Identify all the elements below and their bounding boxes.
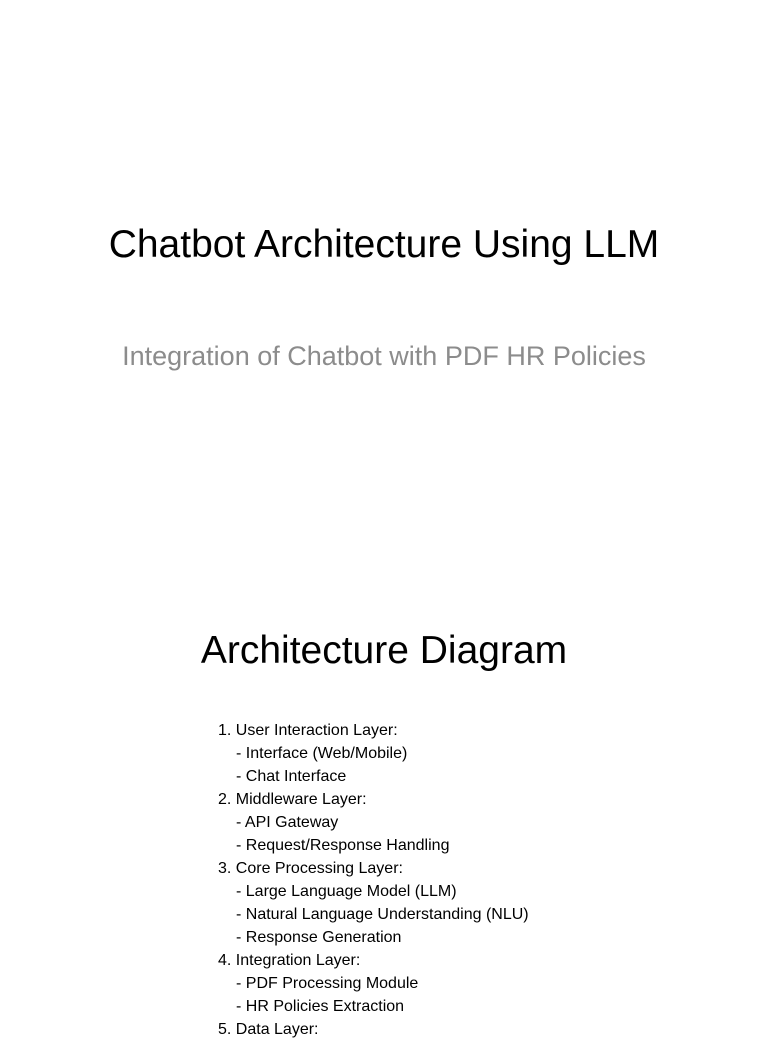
list-subitem: - Chat Interface	[236, 768, 347, 785]
list-subitem: - Response Generation	[236, 929, 402, 946]
list-subitem: - Natural Language Understanding (NLU)	[236, 906, 529, 923]
architecture-list	[218, 719, 698, 1041]
list-item: 2. Middleware Layer:	[218, 791, 367, 808]
list-item: 4. Integration Layer:	[218, 952, 361, 969]
slide-architecture-heading: Architecture Diagram	[200, 629, 568, 672]
list-item: 5. Data Layer:	[218, 1021, 319, 1038]
list-subitem: - API Gateway	[236, 814, 339, 831]
slide-title-heading: Chatbot Architecture Using LLM	[108, 223, 660, 266]
list-subitem: - Large Language Model (LLM)	[236, 883, 457, 900]
list-subitem: - Request/Response Handling	[236, 837, 450, 854]
list-subitem: - PDF Processing Module	[236, 975, 419, 992]
slide-subtitle: Integration of Chatbot with PDF HR Policies	[122, 341, 646, 371]
list-item: 3. Core Processing Layer:	[218, 860, 403, 877]
slide-architecture	[0, 576, 768, 1038]
list-subitem: - HR Policies Extraction	[236, 998, 405, 1015]
list-subitem: - Interface (Web/Mobile)	[236, 745, 408, 762]
list-item: 1. User Interaction Layer:	[218, 722, 398, 739]
